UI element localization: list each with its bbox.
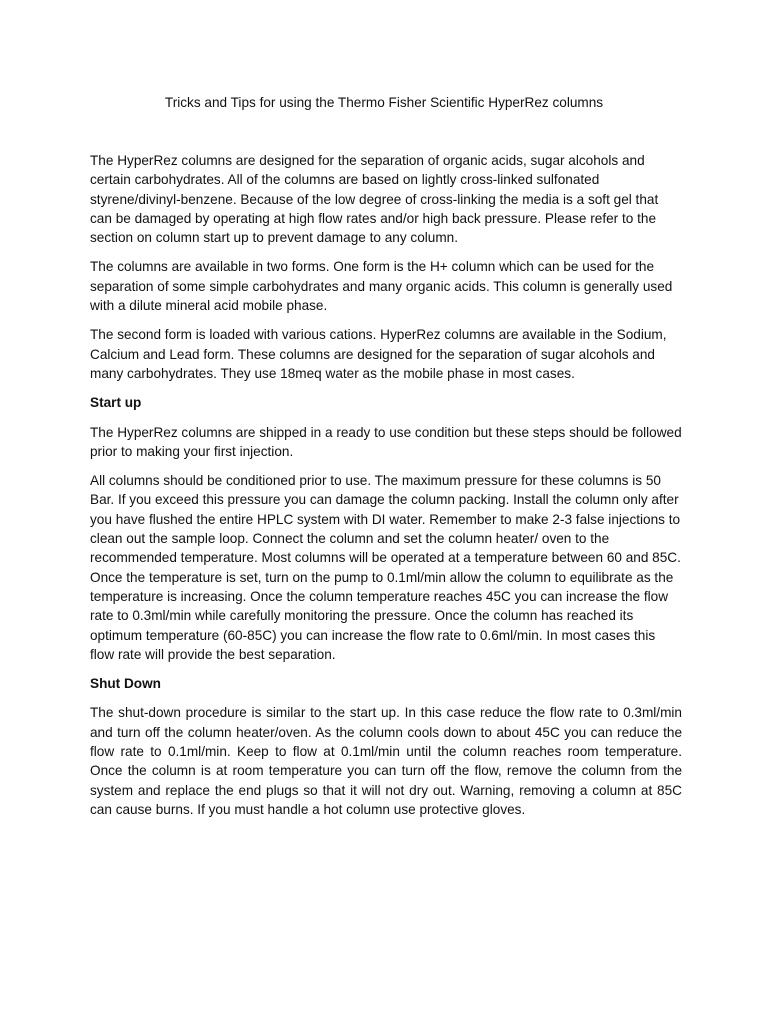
document-title: Tricks and Tips for using the Thermo Fisher Scientific HyperRez columns	[164, 95, 604, 110]
intro-paragraph-3: The second form is loaded with various cations. HyperRez columns are available in the Sodium, Calcium and Lead form. These columns are designed for the separation of sugar alcohols and many carbohydrates. They use 18meq water as the mobile phase in most cases.	[90, 327, 667, 381]
shutdown-paragraph-1: The shut-down procedure is similar to the start up. In this case reduce the flow rate to 0.3ml/min and turn off the column heater/oven. As the column cools down to about 45C you can reduce the flow rate to 0.1ml/min. Keep to flow at 0.1ml/min until the column reaches room temperature. Once the column is at room temperature you can turn off the flow, remove the column from the system and replace the end plugs so that it will not dry out. Warning, removing a column at 85C can cause burns. If you must handle a hot column use protective gloves.	[90, 705, 682, 817]
section-heading-shut-down: Shut Down	[90, 676, 161, 692]
intro-paragraph-1: The HyperRez columns are designed for the separation of organic acids, sugar alcohols and certain carbohydrates. All of the columns are based on lightly cross-linked sulfonated styrene/divinyl-benzene. Because of the low degree of cross-linking the media is a soft gel that can be damaged by operating at high flow rates and/or high back pressure. Please refer to the section on column start up to prevent damage to any column.	[90, 153, 659, 246]
section-heading-start-up: Start up	[90, 395, 142, 411]
startup-paragraph-1: The HyperRez columns are shipped in a ready to use condition but these steps should be followed prior to making your first injection.	[90, 424, 682, 459]
intro-paragraph-2: The columns are available in two forms. One form is the H+ column which can be used for the separation of some simple carbohydrates and many organic acids. This column is generally used with a dilute mineral acid mobile phase.	[90, 259, 673, 314]
startup-paragraph-2: All columns should be conditioned prior to use. The maximum pressure for these columns is 50 Bar. If you exceed this pressure you can damage the column packing. Install the column only after you have flushed the entire HPLC system with DI water. Remember to make 2-3 false injections to clean out the sample loop. Connect the column and set the column heater/ oven to the recommended temperature. Most columns will be operated at a temperature between 60 and 85C. Once the temperature is set, turn on the pump to 0.1ml/min allow the column to equilibrate as the temperature is increasing. Once the column temperature reaches 45C you can increase the flow rate to 0.3ml/min while carefully monitoring the pressure. Once the column has reached its optimum temperature (60-85C) you can increase the flow rate to 0.6ml/min. In most cases this flow rate will provide the best separation.	[90, 473, 681, 662]
document-body	[90, 151, 682, 829]
